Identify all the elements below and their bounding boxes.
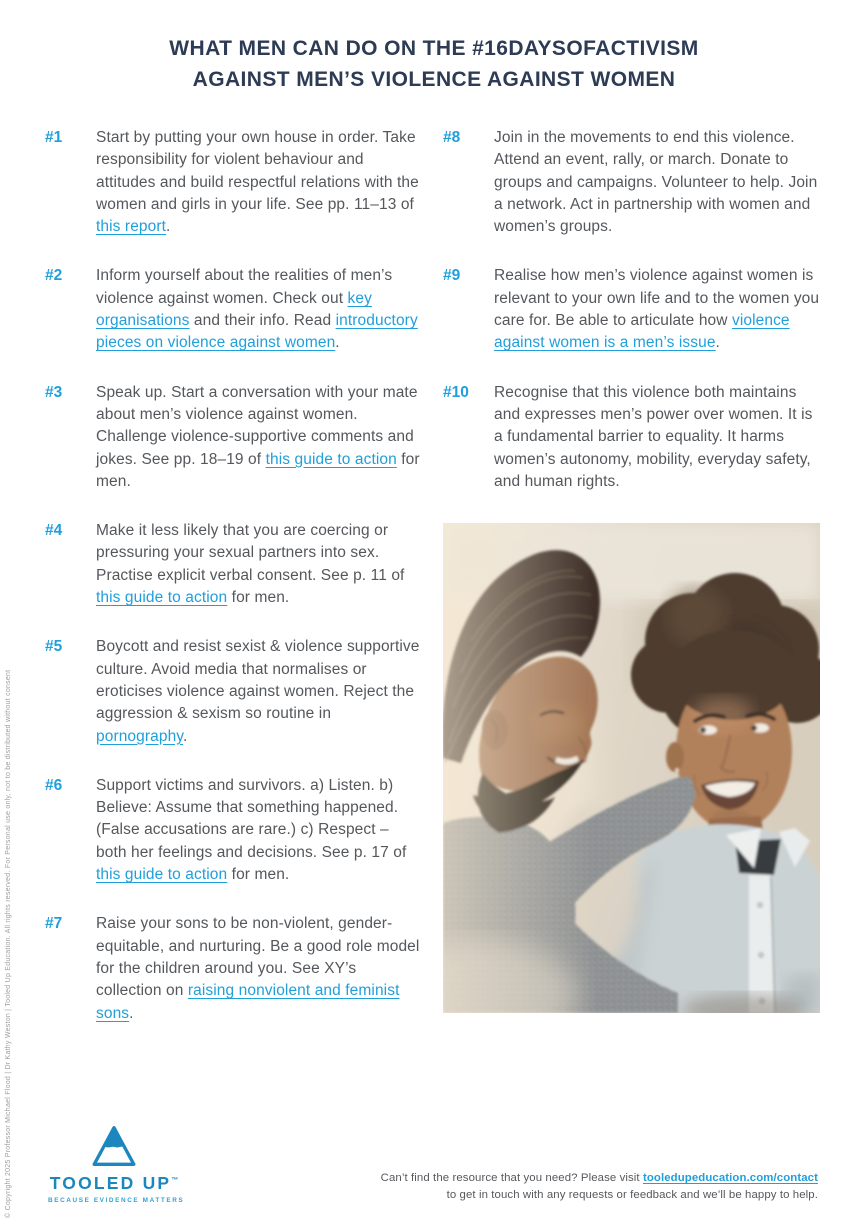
item-number: #7	[45, 915, 63, 933]
logo-tagline: BECAUSE EVIDENCE MATTERS	[48, 1197, 185, 1204]
item-text: Realise how men’s violence against women is relevant to your own life and to the women you care for. Be able to articulate how violence against women is a men’s issue.	[494, 267, 820, 352]
logo-trademark: ™	[171, 1177, 179, 1185]
tooled-up-logo	[48, 1123, 185, 1204]
list-item-2	[45, 265, 420, 354]
footer-note-text-2: to get in touch with any requests or feedback and we’ll be happy to help.	[446, 1189, 818, 1201]
column-right-items	[443, 127, 820, 493]
item-number: #3	[45, 383, 63, 401]
item-text: Start by putting your own house in order. Take responsibility for violent behaviour and attitudes and build respectful relations with the women and girls in your life. See pp. 11–13 of this report.	[96, 129, 419, 236]
list-item-10	[443, 382, 820, 493]
list-item-8	[443, 127, 820, 238]
item-text: Support victims and survivors. a) Listen. b) Believe: Assume that something happened. (False accusations are rare.) c) Respect – both her feelings and decisions. See p. 17 of this guide to action for men.	[96, 776, 407, 884]
column-right	[443, 127, 820, 1052]
list-item-6	[45, 775, 420, 886]
item-number: #5	[45, 638, 63, 656]
copyright-vertical-text: © Copyright 2025 Professor Michael Flood | Dr Kathy Weston | Tooled Up Education. All rights reserved. For Personal use only, not to be distributed without consent	[5, 669, 12, 1218]
title-line-2: AGAINST MEN’S VIOLENCE AGAINST WOMEN	[192, 68, 676, 91]
content-columns	[0, 127, 868, 1052]
inline-link[interactable]: raising nonviolent and feminist sons	[96, 982, 400, 1022]
inline-link[interactable]: this report	[96, 218, 167, 236]
item-text: Speak up. Start a conversation with your mate about men’s violence against women. Challenge violence-supportive comments and jokes. See pp. 18–19 of this guide to action for men.	[96, 383, 420, 490]
footer-note	[381, 1170, 818, 1204]
item-number: #4	[45, 522, 63, 540]
item-number: #9	[443, 267, 461, 285]
inline-link[interactable]: this guide to action	[96, 866, 228, 884]
photo-illustration	[443, 523, 820, 1013]
item-number: #2	[45, 267, 63, 285]
item-text: Inform yourself about the realities of men’s violence against women. Check out key organisations and their info. Read introductory pieces on violence against women.	[96, 267, 418, 352]
item-text: Join in the movements to end this violence. Attend an event, rally, or march. Donate to groups and campaigns. Volunteer to help. Join a network. Act in partnership with women and women’s groups.	[494, 129, 818, 236]
item-number: #6	[45, 776, 63, 794]
item-number: #1	[45, 129, 63, 146]
inline-link[interactable]: this guide to action	[96, 589, 228, 607]
page-footer	[48, 1123, 818, 1204]
item-text: Raise your sons to be non-violent, gender-equitable, and nurturing. Be a good role model for the children around you. See XY’s collection on raising nonviolent and feminist sons.	[96, 915, 420, 1022]
inline-link[interactable]: introductory pieces on violence against women	[96, 312, 418, 352]
inline-link[interactable]: key organisations	[96, 289, 372, 330]
item-number: #10	[443, 383, 469, 401]
list-item-5	[45, 636, 420, 747]
page-title	[40, 33, 828, 95]
item-number: #8	[443, 129, 461, 146]
list-item-7	[45, 913, 420, 1024]
item-text: Make it less likely that you are coercing or pressuring your sexual partners into sex. Practise explicit verbal consent. See p. 11 of this guide to action for men.	[96, 522, 405, 607]
logo-wordmark	[48, 1173, 180, 1194]
footer-note-text: Can’t find the resource that you need? Please visit	[380, 1172, 643, 1184]
item-text: Recognise that this violence both maintains and expresses men’s power over women. It is a fundamental barrier to equality. It harms women’s autonomy, mobility, everyday safety, and human rights.	[494, 383, 813, 490]
title-line-1: WHAT MEN CAN DO ON THE #16DAYSOFACTIVISM	[169, 37, 699, 60]
list-item-4	[45, 520, 420, 609]
item-text: Boycott and resist sexist & violence supportive culture. Avoid media that normalises or eroticises violence against women. Reject the aggression & sexism so routine in pornography.	[96, 638, 420, 745]
list-item-9	[443, 265, 820, 354]
mountain-logo-icon	[92, 1123, 136, 1169]
footer-contact-link[interactable]: tooledupeducation.com/contact	[642, 1172, 818, 1184]
photo-father-and-son	[443, 523, 820, 1013]
list-item-3	[45, 382, 420, 493]
inline-link[interactable]: this guide to action	[265, 450, 397, 468]
inline-link[interactable]: violence against women is a men’s issue	[494, 312, 790, 352]
inline-link[interactable]: pornography	[96, 727, 183, 745]
list-item-1	[45, 127, 420, 238]
column-left	[45, 127, 420, 1052]
logo-brand-text: TOOLED UP	[49, 1173, 172, 1193]
